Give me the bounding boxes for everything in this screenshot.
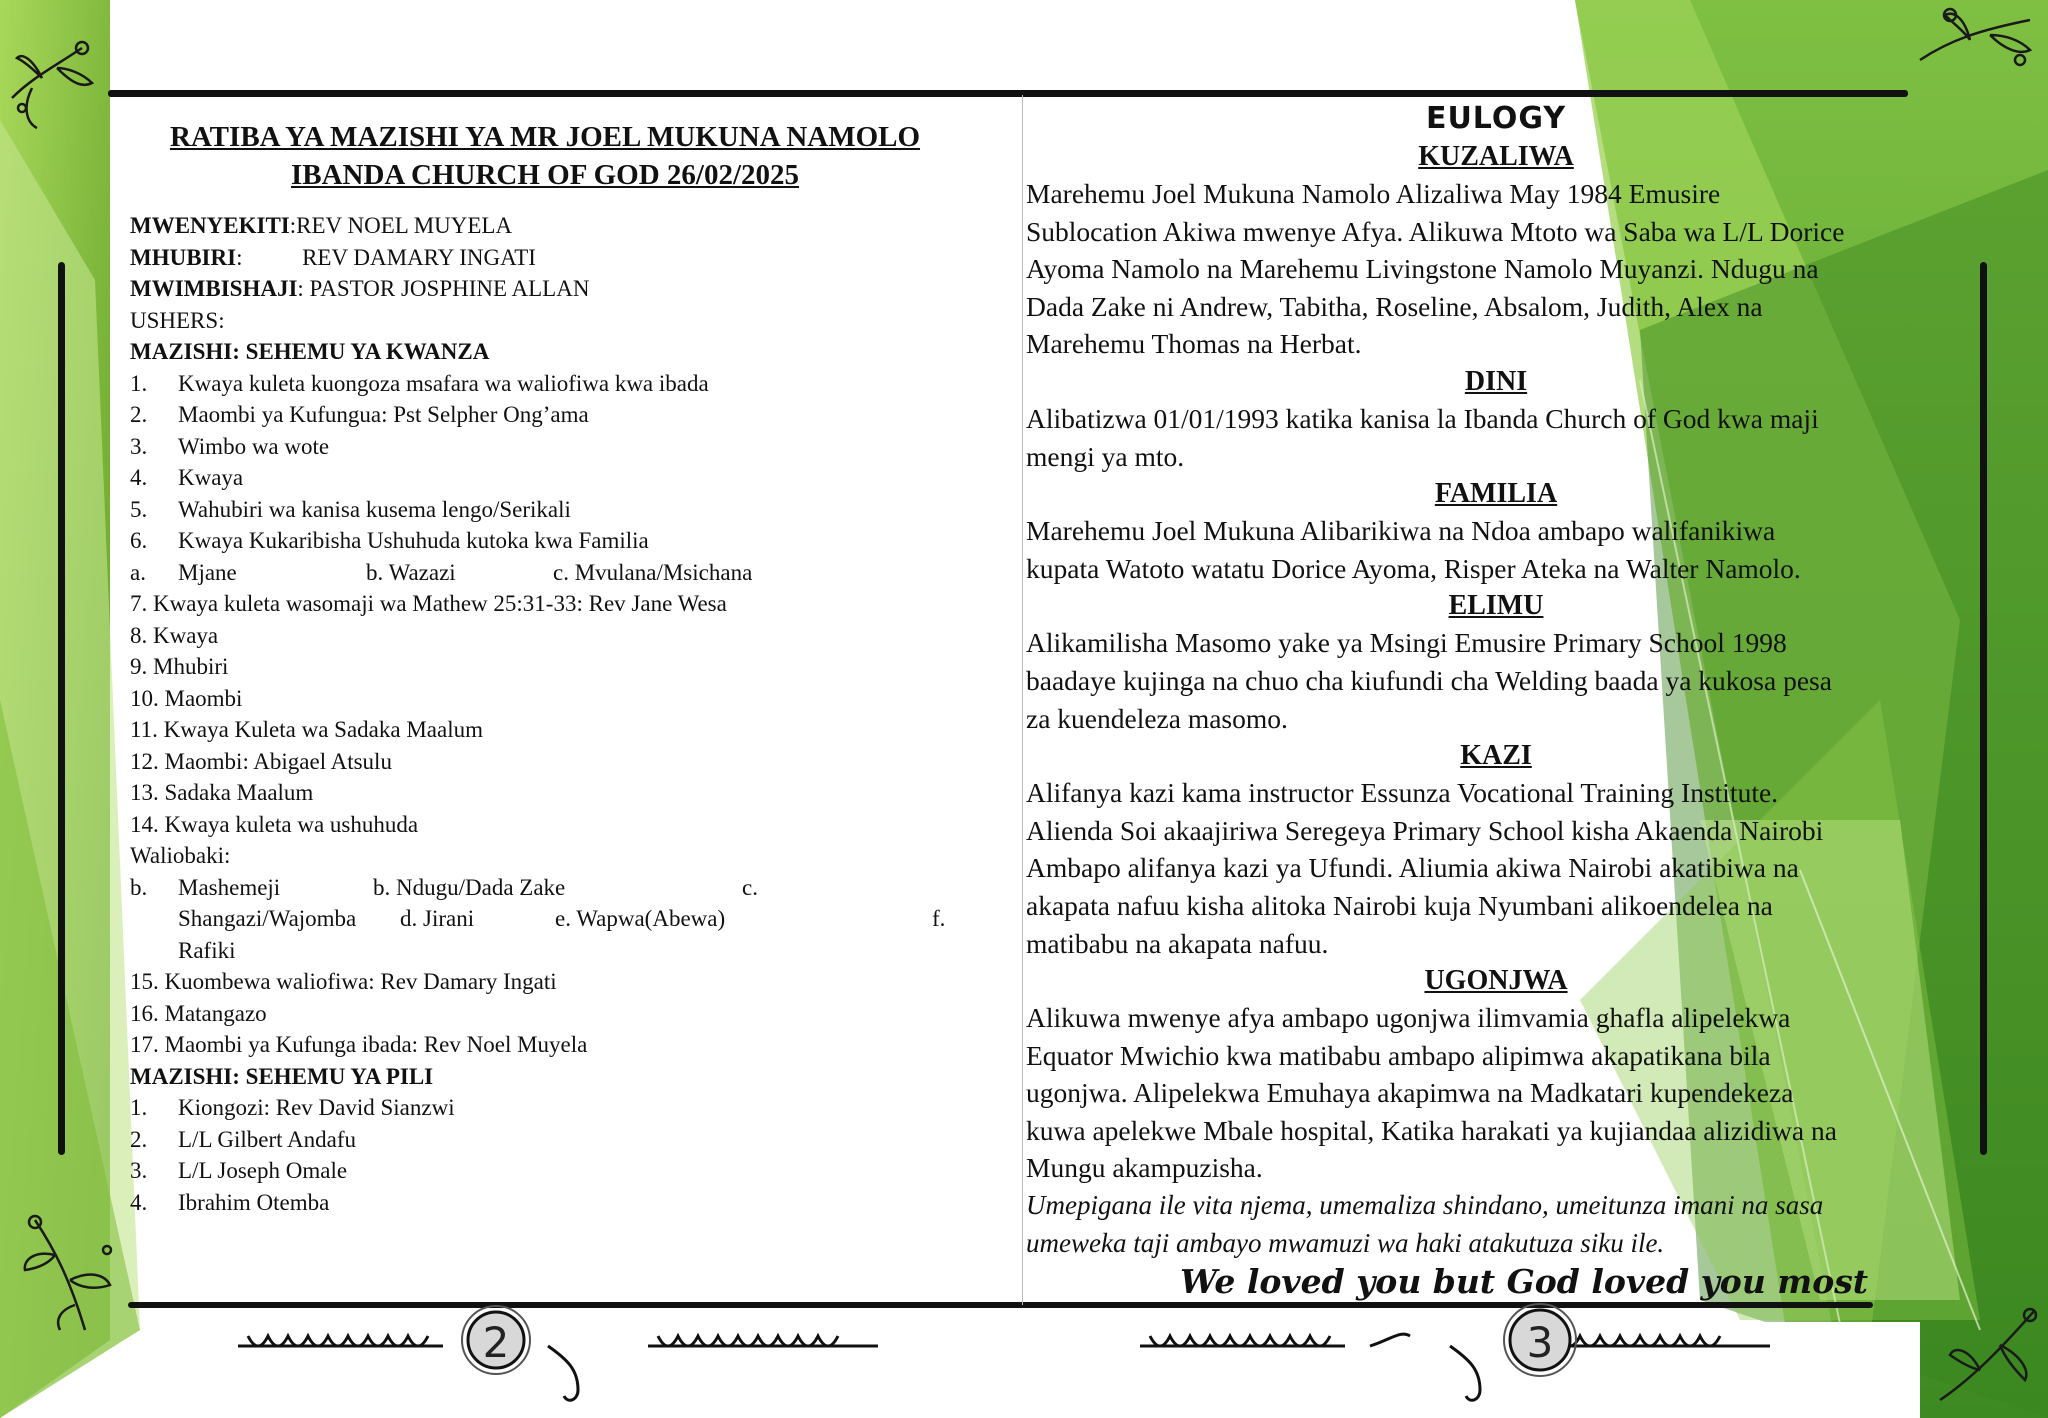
section-heading-birth: KUZALIWA bbox=[1418, 141, 1574, 172]
waliobaki-row-2 bbox=[130, 903, 960, 935]
flower-ornament-top-right bbox=[1910, 0, 2040, 90]
eulogy-page bbox=[1026, 100, 1966, 1262]
section-heading-education: ELIMU bbox=[1448, 590, 1544, 622]
item-number: 6. bbox=[130, 528, 148, 553]
role-value: REV NOEL MUYELA bbox=[296, 213, 513, 238]
item-text: Maombi ya Kufungua: Pst Selpher Ong’ama bbox=[178, 402, 589, 427]
text-line: Ambapo alifanya kazi ya Ufundi. Aliumia akiwa Nairobi akatibiwa na bbox=[1026, 852, 1799, 884]
item-number: 3. bbox=[130, 433, 148, 459]
list-item bbox=[130, 1092, 960, 1124]
role-sep: : bbox=[289, 213, 297, 238]
eulogy-title: EULOGY bbox=[1425, 101, 1567, 136]
family-children: c. Mvulana/Msichana bbox=[553, 559, 753, 585]
list-item: 12. Maombi: Abigael Atsulu bbox=[130, 748, 392, 774]
section-heading-family: FAMILIA bbox=[1434, 478, 1558, 510]
list-item: 15. Kuombewa waliofiwa: Rev Damary Ingati bbox=[130, 969, 557, 994]
text-line: akapata nafuu kisha alitoka Nairobi kuja Nyumbani alikoendelea na bbox=[1026, 889, 1773, 921]
section-heading-illness: UGONJWA bbox=[1424, 965, 1568, 997]
waliobaki-row-3 bbox=[130, 935, 960, 967]
role-sep: : bbox=[236, 244, 243, 270]
list-item: 16. Matangazo bbox=[130, 1000, 267, 1026]
role-value: PASTOR JOSPHINE ALLAN bbox=[303, 276, 590, 301]
text-line: Dada Zake ni Andrew, Tabitha, Roseline, Absalom, Judith, Alex na bbox=[1026, 290, 1763, 322]
item-number: 3. bbox=[130, 1158, 148, 1183]
item-letter: a. bbox=[130, 559, 146, 585]
page-number-left: 2 bbox=[482, 1318, 510, 1367]
list-item: 13. Sadaka Maalum bbox=[130, 780, 314, 805]
text-line: Alikuwa mwenye afya ambapo ugonjwa ilimvamia ghafla alipelekwa bbox=[1026, 1002, 1791, 1034]
section1-heading: MAZISHI: SEHEMU YA KWANZA bbox=[130, 339, 490, 364]
page-ornament-right bbox=[1130, 1300, 1790, 1410]
text-line: kupata Watoto watatu Dorice Ayoma, Risper Ateka na Walter Namolo. bbox=[1026, 552, 1801, 584]
page-ornament-left bbox=[228, 1300, 888, 1410]
role-label: MWIMBISHAJI bbox=[130, 276, 298, 301]
section2-heading: MAZISHI: SEHEMU YA PILI bbox=[130, 1063, 434, 1089]
text-line: Alifanya kazi kama instructor Essunza Vocational Training Institute. bbox=[1026, 777, 1779, 809]
text-line: Marehemu Thomas na Herbat. bbox=[1026, 328, 1362, 360]
closing-dedication: We loved you but God loved you most bbox=[1180, 1262, 1869, 1301]
role-preacher bbox=[130, 242, 960, 274]
waliobaki-row-1 bbox=[130, 872, 960, 904]
role-sep: : bbox=[297, 276, 304, 301]
section-text-birth bbox=[1026, 175, 1966, 363]
flower-ornament-top-left bbox=[2, 28, 112, 138]
item-number: 1. bbox=[130, 1095, 148, 1120]
title-line-1: RATIBA YA MAZISHI YA MR JOEL MUKUNA NAMOLO bbox=[169, 121, 921, 153]
item-text: Wahubiri wa kanisa kusema lengo/Serikali bbox=[178, 496, 571, 522]
item-text: Kwaya kuleta kuongoza msafara wa waliofiwa kwa ibada bbox=[178, 370, 709, 396]
text-line: Sublocation Akiwa mwenye Afya. Alikuwa Mtoto wa Saba wa L/L Dorice bbox=[1026, 215, 1845, 247]
list-item: 9. Mhubiri bbox=[130, 654, 229, 679]
left-vertical-rule bbox=[58, 262, 65, 1155]
list-item bbox=[130, 399, 960, 431]
title-line-2: IBANDA CHURCH OF GOD 26/02/2025 bbox=[290, 159, 800, 191]
text-line: Marehemu Joel Mukuna Namolo Alizaliwa May 1984 Emusire bbox=[1026, 178, 1721, 209]
group-friends: Rafiki bbox=[178, 937, 236, 963]
list-item: 7. Kwaya kuleta wasomaji wa Mathew 25:31-33: Rev Jane Wesa bbox=[130, 591, 727, 616]
item-number: 2. bbox=[130, 402, 148, 427]
section-text-education bbox=[1026, 624, 1966, 737]
item-text: L/L Joseph Omale bbox=[178, 1158, 348, 1183]
text-line: Alibatizwa 01/01/1993 katika kanisa la Ibanda Church of God kwa maji bbox=[1026, 402, 1819, 434]
funeral-program-page bbox=[130, 118, 960, 1218]
item-number: 5. bbox=[130, 496, 148, 522]
top-rule bbox=[108, 90, 1908, 97]
flower-ornament-bottom-right bbox=[1930, 1300, 2045, 1418]
role-worship-leader bbox=[130, 273, 960, 305]
ushers-label: USHERS: bbox=[130, 307, 225, 333]
text-line: Marehemu Joel Mukuna Alibarikiwa na Ndoa ambapo walifanikiwa bbox=[1026, 515, 1776, 547]
item-text: Wimbo wa wote bbox=[178, 433, 330, 459]
section-heading-religion: DINI bbox=[1464, 365, 1528, 397]
item-text: Kwaya Kukaribisha Ushuhuda kutoka kwa Familia bbox=[178, 528, 649, 553]
text-line: kuwa apelekwe Mbale hospital, Katika harakati ya kujiandaa alizidiwa na bbox=[1026, 1114, 1837, 1146]
group-inlaws: Mashemeji bbox=[178, 874, 281, 900]
list-item bbox=[130, 494, 960, 526]
page-number-right: 3 bbox=[1526, 1318, 1554, 1367]
text-line: Equator Mwichio kwa matibabu ambapo alipimwa akapatikana bila bbox=[1026, 1039, 1771, 1071]
list-item bbox=[130, 1124, 960, 1156]
item-number: 2. bbox=[130, 1126, 148, 1152]
item-number: 4. bbox=[130, 465, 148, 490]
item-number: 1. bbox=[130, 370, 148, 396]
group-aunts-uncles: Shangazi/Wajomba bbox=[178, 906, 357, 931]
list-item: Waliobaki: bbox=[130, 843, 231, 868]
list-item bbox=[130, 431, 960, 463]
item-number: 4. bbox=[130, 1189, 148, 1215]
text-line: Alikamilisha Masomo yake ya Msingi Emusire Primary School 1998 bbox=[1026, 627, 1787, 659]
text-line: matibabu na akapata nafuu. bbox=[1026, 927, 1329, 959]
text-line: Alienda Soi akaajiriwa Seregeya Primary School kisha Akaenda Nairobi bbox=[1026, 814, 1824, 846]
list-item bbox=[130, 368, 960, 400]
text-line: Ayoma Namolo na Marehemu Livingstone Namolo Muyanzi. Ndugu na bbox=[1026, 253, 1819, 285]
item-text: Kiongozi: Rev David Sianzwi bbox=[178, 1095, 455, 1120]
section-text-work bbox=[1026, 774, 1966, 962]
list-item bbox=[130, 1187, 960, 1219]
role-chairman bbox=[130, 210, 960, 242]
list-item: 10. Maombi bbox=[130, 685, 243, 711]
group-siblings: b. Ndugu/Dada Zake bbox=[373, 874, 566, 900]
list-item: 14. Kwaya kuleta wa ushuhuda bbox=[130, 811, 419, 837]
list-item: 8. Kwaya bbox=[130, 622, 219, 648]
item-text: Ibrahim Otemba bbox=[178, 1189, 330, 1215]
list-item: 11. Kwaya Kuleta wa Sadaka Maalum bbox=[130, 717, 483, 742]
verse-line: Umepigana ile vita njema, umemaliza shindano, umeitunza imani na sasa bbox=[1026, 1190, 1824, 1221]
list-item bbox=[130, 525, 960, 557]
list-item: 17. Maombi ya Kufunga ibada: Rev Noel Muyela bbox=[130, 1032, 588, 1057]
text-line: Mungu akampuzisha. bbox=[1026, 1152, 1263, 1184]
text-line: mengi ya mto. bbox=[1026, 440, 1185, 472]
section-text-illness bbox=[1026, 999, 1966, 1187]
section-heading-work: KAZI bbox=[1460, 740, 1532, 772]
page-divider bbox=[1022, 95, 1023, 1305]
section-text-family bbox=[1026, 512, 1966, 587]
item-letter: c. bbox=[742, 874, 758, 900]
role-label: MHUBIRI bbox=[130, 244, 237, 270]
text-line: baadaye kujinga na chuo cha kiufundi cha Welding baada ya kukosa pesa bbox=[1026, 664, 1832, 696]
item-text: Kwaya bbox=[178, 465, 244, 490]
family-spouse: Mjane bbox=[178, 559, 237, 585]
item-letter: f. bbox=[932, 906, 946, 931]
text-line: ugonjwa. Alipelekwa Emuhaya akapimwa na Madkatari kupendekeza bbox=[1026, 1077, 1794, 1109]
program-title bbox=[130, 118, 960, 194]
item-text: L/L Gilbert Andafu bbox=[178, 1126, 356, 1152]
list-item bbox=[130, 1155, 960, 1187]
family-row bbox=[130, 557, 960, 589]
text-line: za kuendeleza masomo. bbox=[1026, 702, 1288, 734]
role-label: MWENYEKITI bbox=[130, 213, 290, 238]
right-vertical-rule bbox=[1980, 262, 1987, 1155]
verse-line: umeweka taji ambayo mwamuzi wa haki atakutuza siku ile. bbox=[1026, 1227, 1665, 1258]
flower-ornament-bottom-left bbox=[15, 1210, 125, 1340]
role-value: REV DAMARY INGATI bbox=[302, 244, 536, 270]
list-item bbox=[130, 462, 960, 494]
group-neighbors: d. Jirani bbox=[400, 906, 475, 931]
section-text-religion bbox=[1026, 400, 1966, 475]
group-nephews: e. Wapwa(Abewa) bbox=[555, 906, 726, 931]
bible-verse bbox=[1026, 1187, 1966, 1262]
family-parents: b. Wazazi bbox=[366, 559, 456, 585]
item-letter: b. bbox=[130, 874, 148, 900]
